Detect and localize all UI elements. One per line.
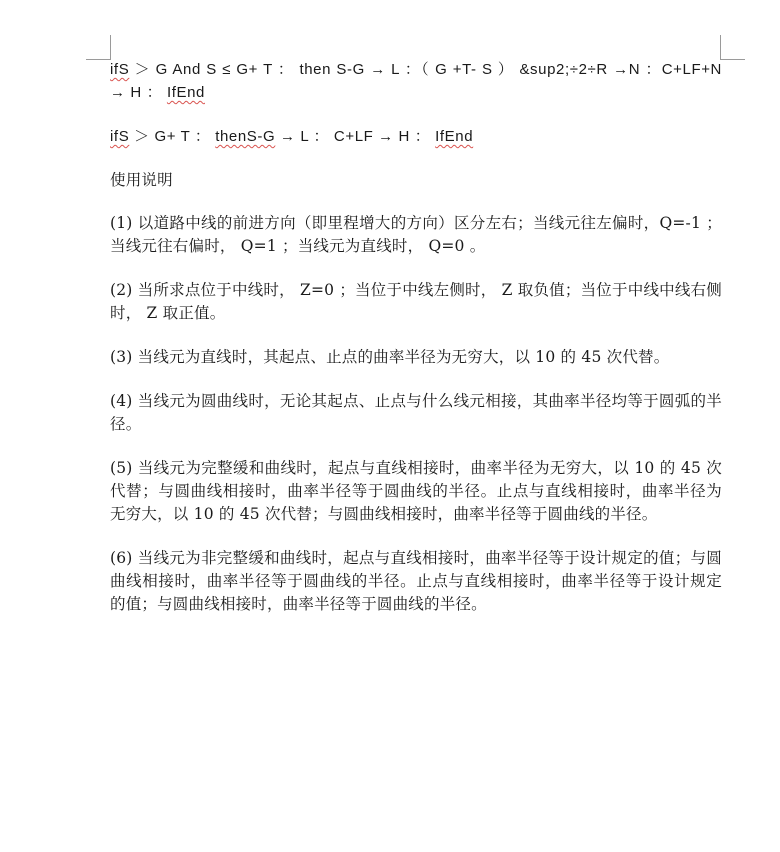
formula-1-keyword-if: ifS <box>110 61 130 78</box>
formula-2-keyword-then: thenS-G <box>215 128 276 145</box>
instruction-item-1: (1) 以道路中线的前进方向（即里程增大的方向）区分左右；当线元往左偏时，Q=-1 ；当线元往右偏时， Q=1 ；当线元为直线时， Q=0 。 <box>110 214 722 255</box>
page-corner-mark-top-left <box>86 35 111 60</box>
instruction-item-5: (5) 当线元为完整缓和曲线时，起点与直线相接时，曲率半径为无穷大，以 10 的 45 次代替；与圆曲线相接时，曲率半径等于圆曲线的半径。止点与直线相接时，曲率半径为无穷大，以 10 的 45 次代替；与圆曲线相接时，曲率半径等于圆曲线的半径。 <box>110 459 722 523</box>
page-corner-mark-top-right <box>720 35 745 60</box>
formula-1-body: ＞ G And S ≤ G+ T ： then S-G → L ：（ G +T- S ） &sup2;÷2÷R →N ：C+LF+N → H ： <box>110 61 722 101</box>
formula-2-body: → L ： C+LF → H ： <box>275 128 436 145</box>
instruction-item-6: (6) 当线元为非完整缓和曲线时，起点与直线相接时，曲率半径等于设计规定的值；与圆曲线相接时，曲率半径等于圆曲线的半径。止点与直线相接时，曲率半径等于设计规定的值；与圆曲线相接时，曲率半径等于圆曲线的半径。 <box>110 549 722 613</box>
section-heading: 使用说明 <box>110 171 173 189</box>
formula-line-2 <box>110 125 722 148</box>
formula-line-1 <box>110 58 722 104</box>
instruction-item-4: (4) 当线元为圆曲线时，无论其起点、止点与什么线元相接，其曲率半径均等于圆弧的半径。 <box>110 392 722 433</box>
formula-2-keyword-if: ifS <box>110 128 130 145</box>
formula-1-keyword-ifend: IfEnd <box>166 84 205 101</box>
instruction-item-3: (3) 当线元为直线时，其起点、止点的曲率半径为无穷大，以 10 的 45 次代替。 <box>110 348 670 366</box>
formula-2-keyword-ifend: IfEnd <box>435 128 474 145</box>
formula-2-condition: ＞ G+ T ： <box>129 128 216 145</box>
instruction-item-2: (2) 当所求点位于中线时， Z=0 ；当位于中线左侧时， Z 取负值；当位于中线中线右侧时， Z 取正值。 <box>110 281 722 322</box>
document-body[interactable] <box>110 58 722 637</box>
